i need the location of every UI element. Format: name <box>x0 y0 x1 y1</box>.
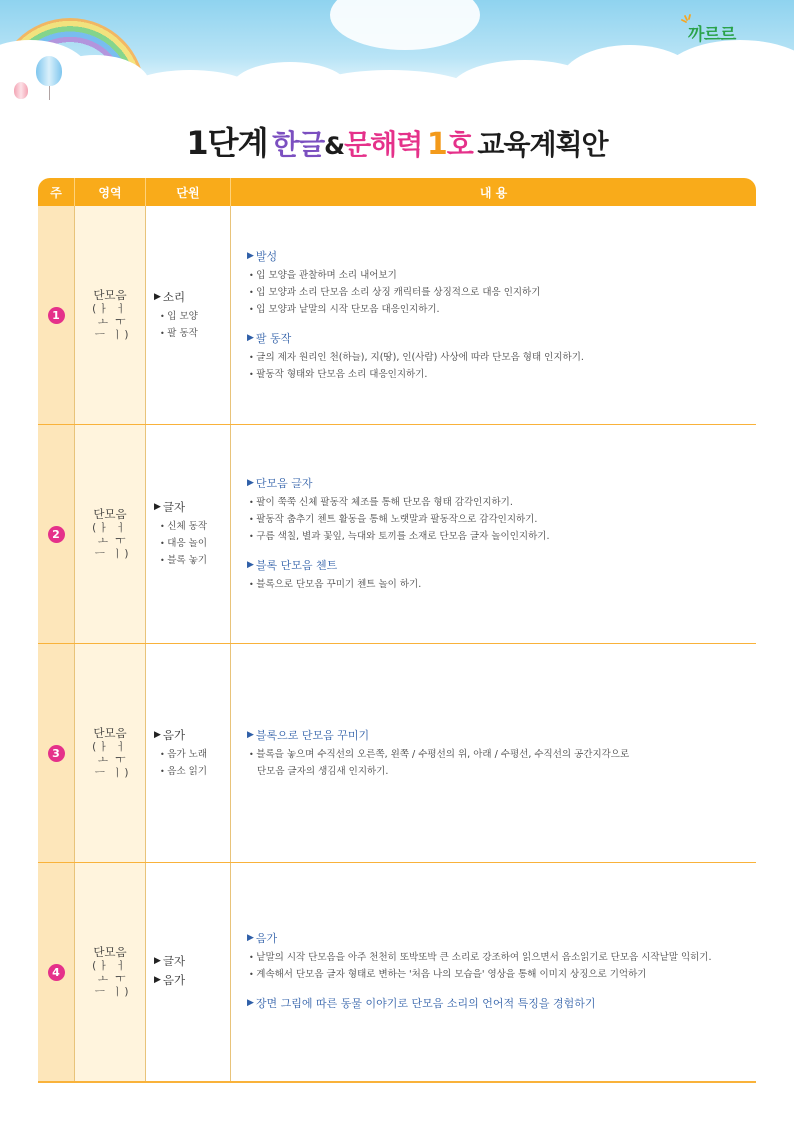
content-section <box>247 330 756 383</box>
arrow-icon: ▶ <box>154 975 161 985</box>
table-row <box>38 206 756 425</box>
section-title <box>247 995 756 1011</box>
unit-cell <box>146 206 231 424</box>
unit-content <box>154 289 198 342</box>
bullet-item: • 블록으로 단모음 꾸미기 첸트 놀이 하기. <box>247 576 756 593</box>
week-number-badge: 4 <box>48 964 65 981</box>
arrow-icon: ▶ <box>247 998 254 1008</box>
content-section <box>247 930 756 983</box>
vowel-line: (ㅏ ㅓ <box>92 521 128 534</box>
content-cell <box>231 425 756 643</box>
area-cell <box>75 644 146 862</box>
lesson-plan-table <box>38 178 756 1083</box>
section-title-text: 단모음 글자 <box>255 477 313 490</box>
week-number-badge: 3 <box>48 745 65 762</box>
bullet-item: • 팔이 쭉쭉 신체 팔동작 체조를 통해 단모음 형태 감각인지하기. <box>247 494 756 511</box>
section-title-text: 블록으로 단모음 꾸미기 <box>255 728 370 742</box>
area-content <box>89 727 130 780</box>
unit-sub-item: • 신체 동작 <box>154 518 207 535</box>
section-title <box>247 930 756 946</box>
section-title-text: 발성 <box>255 249 278 263</box>
area-name: 단모음 <box>93 506 127 521</box>
unit-title-text: 소리 <box>162 289 186 304</box>
title-step: 1단계 <box>186 124 268 162</box>
vowel-line: (ㅏ ㅓ <box>92 959 128 972</box>
small-balloon-icon <box>14 82 28 99</box>
content-section <box>247 557 756 593</box>
section-title <box>247 475 756 491</box>
bullet-continuation: 단모음 글자의 생김새 인지하기. <box>257 765 389 777</box>
week-cell <box>38 425 75 643</box>
title-ampersand: & <box>324 132 345 160</box>
unit-sub-item: • 음가 노래 <box>154 746 207 763</box>
content-cell <box>231 206 756 424</box>
content-cell <box>231 644 756 862</box>
content-cell <box>231 863 756 1081</box>
unit-title <box>154 289 198 305</box>
unit-title-text: 음가 <box>162 727 186 742</box>
title-hangul: 한글 <box>272 128 325 161</box>
unit-content <box>154 953 185 991</box>
arrow-icon: ▶ <box>247 332 254 343</box>
unit-sub-item: • 블록 놓기 <box>154 552 207 569</box>
header-area: 영역 <box>75 178 146 206</box>
unit-title-text: 글자 <box>162 954 186 968</box>
vowel-line: ㅗ ㅜ <box>92 315 128 328</box>
area-name: 단모음 <box>93 725 127 740</box>
vowel-line: (ㅏ ㅓ <box>92 302 128 315</box>
area-name: 단모음 <box>93 287 127 302</box>
table-row <box>38 644 756 863</box>
unit-cell <box>146 425 231 643</box>
unit-content <box>154 727 207 780</box>
unit-sub-item: • 음소 읽기 <box>154 763 207 780</box>
arrow-icon: ▶ <box>247 933 254 943</box>
area-cell <box>75 863 146 1081</box>
area-cell <box>75 206 146 424</box>
table-row <box>38 863 756 1083</box>
area-name: 단모음 <box>93 944 127 959</box>
bullet-item: • 글의 제자 원리인 천(하늘), 지(땅), 인(사람) 사상에 따라 단모음 형태 인지하기. <box>247 349 756 366</box>
content-body <box>247 248 756 383</box>
content-section <box>247 727 756 780</box>
unit-title <box>154 499 207 515</box>
section-title <box>247 248 756 264</box>
bullet-item: • 낱말의 시작 단모음을 아주 천천히 또박또박 큰 소리로 강조하여 읽으면서 음소읽기로 단모음 시작낱말 익히기. <box>247 949 756 966</box>
unit-title <box>154 972 185 988</box>
arrow-icon: ▶ <box>154 291 161 302</box>
area-content <box>89 508 130 561</box>
week-cell <box>38 644 75 862</box>
arrow-icon: ▶ <box>247 478 254 488</box>
header-content: 내 용 <box>479 185 508 200</box>
arrow-icon: ▶ <box>247 560 254 570</box>
arrow-icon: ▶ <box>154 502 161 512</box>
section-title-text: 음가 <box>255 932 278 945</box>
title-ho: 호 <box>446 128 473 161</box>
unit-sub-item: • 입 모양 <box>154 308 198 325</box>
vowel-line: (ㅏ ㅓ <box>92 740 128 753</box>
title-plan: 교육계획안 <box>477 128 608 161</box>
unit-sub-item: • 팔 동작 <box>154 325 198 342</box>
week-number-badge: 1 <box>48 307 65 324</box>
page-title <box>0 118 794 164</box>
arrow-icon: ▶ <box>154 729 161 740</box>
week-cell <box>38 863 75 1081</box>
unit-title-text: 음가 <box>162 973 186 987</box>
unit-title-text: 글자 <box>162 500 186 514</box>
table-row <box>38 425 756 644</box>
arrow-icon: ▶ <box>154 956 161 966</box>
hot-air-balloon-icon <box>36 56 62 86</box>
bullet-item: • 팔동작 춤추기 첸트 활동을 통해 노랫말과 팔동작으로 감각인지하기. <box>247 511 756 528</box>
bullet-item: • 계속해서 단모음 글자 형태로 변하는 '처음 나의 모습을' 영상을 통해 이미지 상징으로 기억하기 <box>247 966 756 983</box>
vowel-line: ㅡ ㅣ) <box>89 985 131 998</box>
unit-cell <box>146 863 231 1081</box>
section-title <box>247 557 756 573</box>
vowel-line: ㅗ ㅜ <box>92 534 128 547</box>
content-body <box>247 475 756 593</box>
brand-logo: 까르르 <box>688 25 736 45</box>
vowel-line: ㅗ ㅜ <box>92 753 128 766</box>
header-week: 주 <box>38 178 75 206</box>
header-unit: 단원 <box>146 178 231 206</box>
content-body <box>247 727 756 780</box>
unit-title <box>154 953 185 969</box>
bullet-item: • 팔동작 형태와 단모음 소리 대응인지하기. <box>247 366 756 383</box>
section-title-text: 팔 동작 <box>255 331 292 345</box>
table-header <box>38 178 756 206</box>
vowel-line: ㅡ ㅣ) <box>89 766 131 779</box>
vowel-line: ㅡ ㅣ) <box>89 547 131 560</box>
week-cell <box>38 206 75 424</box>
week-number-badge: 2 <box>48 526 65 543</box>
unit-title <box>154 727 207 743</box>
area-content <box>89 946 130 999</box>
title-literacy: 문해력 <box>344 128 423 161</box>
bullet-item: • 구름 색칠, 별과 꽃잎, 늑대와 토끼를 소재로 단모음 글자 놀이인지하기. <box>247 528 756 545</box>
bullet-item: • 입 모양과 소리 단모음 소리 상징 캐릭터를 상징적으로 대응 인지하기 <box>247 284 756 301</box>
vowel-line: ㅡ ㅣ) <box>89 328 131 341</box>
arrow-icon: ▶ <box>247 729 254 740</box>
area-content <box>89 289 130 342</box>
bullet-item: • 블록을 놓으며 수직선의 오른쪽, 왼쪽 / 수평선의 위, 아래 / 수평선, 수직선의 공간지각으로 <box>247 746 756 763</box>
content-body <box>247 930 756 1014</box>
table-body <box>38 206 756 1083</box>
content-section <box>247 995 756 1011</box>
vowel-line: ㅗ ㅜ <box>92 972 128 985</box>
arrow-icon: ▶ <box>247 250 254 261</box>
content-section <box>247 248 756 318</box>
unit-content <box>154 499 207 569</box>
title-number: 1 <box>426 127 447 162</box>
section-title <box>247 727 756 743</box>
content-section <box>247 475 756 545</box>
section-title-text: 장면 그림에 따른 동물 이야기로 단모음 소리의 언어적 특징을 경험하기 <box>255 997 596 1010</box>
header-sky-background <box>0 0 794 105</box>
bullet-item: • 입 모양과 낱말의 시작 단모음 대응인지하기. <box>247 301 756 318</box>
area-cell <box>75 425 146 643</box>
section-title-text: 블록 단모음 첸트 <box>255 559 338 572</box>
unit-cell <box>146 644 231 862</box>
unit-sub-item: • 대응 놀이 <box>154 535 207 552</box>
section-title <box>247 330 756 346</box>
bullet-item: • 입 모양을 관찰하며 소리 내어보기 <box>247 267 756 284</box>
